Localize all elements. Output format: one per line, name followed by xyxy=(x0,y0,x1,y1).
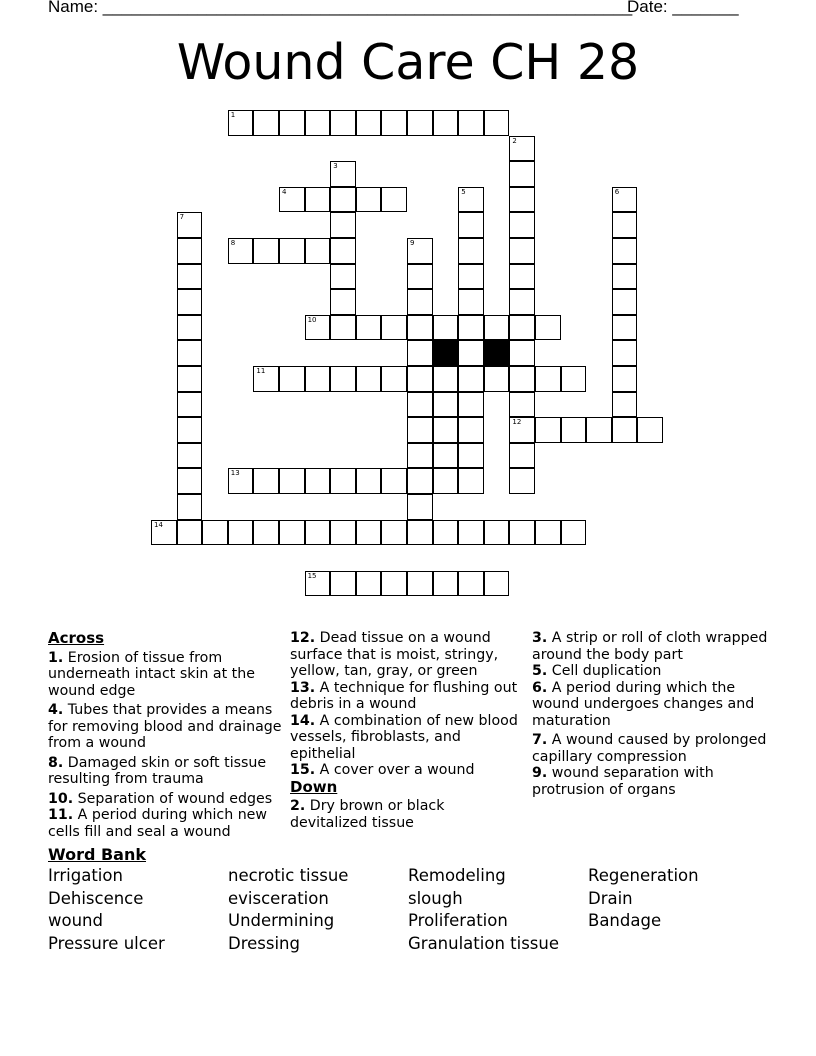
grid-cell[interactable] xyxy=(356,468,382,494)
grid-cell[interactable] xyxy=(535,366,561,392)
grid-cell[interactable] xyxy=(458,264,484,290)
grid-cell[interactable] xyxy=(305,110,331,136)
word-bank xyxy=(48,845,788,955)
grid-cell[interactable] xyxy=(612,366,638,392)
grid-cell[interactable] xyxy=(535,520,561,546)
word-bank-item: slough xyxy=(408,888,463,908)
grid-cell[interactable] xyxy=(177,392,203,418)
grid-cell[interactable] xyxy=(612,315,638,341)
grid-cell[interactable] xyxy=(484,571,510,597)
grid-cell[interactable] xyxy=(407,366,433,392)
grid-cell[interactable] xyxy=(612,238,638,264)
word-bank-item: evisceration xyxy=(228,888,329,908)
clue-number: 11 xyxy=(256,367,266,375)
grid-cell[interactable] xyxy=(305,238,331,264)
grid-cell[interactable] xyxy=(177,315,203,341)
grid-cell[interactable] xyxy=(407,494,433,520)
grid-cell[interactable] xyxy=(177,264,203,290)
grid-cell[interactable] xyxy=(279,187,305,213)
grid-cell[interactable] xyxy=(177,443,203,469)
grid-cell[interactable] xyxy=(330,520,356,546)
grid-cell[interactable] xyxy=(407,264,433,290)
grid-cell[interactable] xyxy=(535,417,561,443)
name-field[interactable]: Name: ________________________________________________________ xyxy=(48,0,633,16)
black-cell xyxy=(433,340,459,366)
grid-cell[interactable] xyxy=(356,187,382,213)
grid-cell[interactable] xyxy=(330,110,356,136)
grid-cell[interactable] xyxy=(433,443,459,469)
grid-cell[interactable] xyxy=(407,289,433,315)
grid-cell[interactable] xyxy=(330,187,356,213)
grid-cell[interactable] xyxy=(407,110,433,136)
grid-cell[interactable] xyxy=(177,366,203,392)
grid-cell[interactable] xyxy=(407,392,433,418)
word-bank-item: Proliferation xyxy=(408,911,508,931)
clue-across-13: 13. A technique for flushing out debris in a wound xyxy=(290,679,518,712)
grid-cell[interactable] xyxy=(509,212,535,238)
clue-across-8: 8. Damaged skin or soft tissue resulting from trauma xyxy=(48,754,267,787)
grid-cell[interactable] xyxy=(381,110,407,136)
grid-cell[interactable] xyxy=(305,571,331,597)
grid-cell[interactable] xyxy=(356,571,382,597)
grid-cell[interactable] xyxy=(330,238,356,264)
grid-cell[interactable] xyxy=(586,417,612,443)
grid-cell[interactable] xyxy=(433,520,459,546)
grid-cell[interactable] xyxy=(484,520,510,546)
clue-number: 6 xyxy=(614,187,620,196)
word-bank-item xyxy=(588,933,768,956)
grid-cell[interactable] xyxy=(407,315,433,341)
word-bank-item: Remodeling xyxy=(408,866,506,885)
grid-cell[interactable] xyxy=(356,520,382,546)
grid-cell[interactable] xyxy=(561,417,587,443)
clue-down-5: 5. Cell duplication xyxy=(532,663,662,679)
grid-cell[interactable] xyxy=(381,187,407,213)
grid-cell[interactable] xyxy=(509,392,535,418)
grid-cell[interactable] xyxy=(177,212,203,238)
down-heading: Down xyxy=(290,777,338,796)
clue-down-3: 3. A strip or roll of cloth wrapped around the body part xyxy=(532,630,768,663)
clue-down-6: 6. A period during which the wound undergoes changes and maturation xyxy=(532,679,755,729)
clue-number: 1 xyxy=(230,111,236,119)
clue-across-14: 14. A combination of new blood vessels, fibroblasts, and epithelial xyxy=(290,712,518,762)
word-bank-item: Granulation tissue xyxy=(408,933,559,953)
word-bank-item: Drain xyxy=(588,888,633,908)
grid-cell[interactable] xyxy=(484,315,510,341)
grid-cell[interactable] xyxy=(407,417,433,443)
grid-cell[interactable] xyxy=(433,315,459,341)
grid-cell[interactable] xyxy=(509,289,535,315)
grid-cell[interactable] xyxy=(330,289,356,315)
grid-cell[interactable] xyxy=(433,417,459,443)
grid-cell[interactable] xyxy=(458,187,484,213)
grid-cell[interactable] xyxy=(458,392,484,418)
clue-down-7: 7. A wound caused by prolonged capillary compression xyxy=(532,732,767,765)
grid-cell[interactable] xyxy=(330,366,356,392)
grid-cell[interactable] xyxy=(305,366,331,392)
word-bank-item: wound xyxy=(48,911,103,931)
grid-cell[interactable] xyxy=(228,468,254,494)
grid-cell[interactable] xyxy=(637,417,663,443)
grid-cell[interactable] xyxy=(228,110,254,136)
grid-cell[interactable] xyxy=(458,340,484,366)
date-field[interactable]: Date: _______ xyxy=(627,0,739,16)
clue-down-2: 2. Dry brown or black devitalized tissue xyxy=(290,798,445,831)
grid-cell[interactable] xyxy=(356,110,382,136)
grid-cell[interactable] xyxy=(458,468,484,494)
grid-cell[interactable] xyxy=(458,315,484,341)
word-bank-item: Undermining xyxy=(228,911,335,931)
grid-cell[interactable] xyxy=(561,520,587,546)
grid-cell[interactable] xyxy=(228,238,254,264)
black-cell xyxy=(484,340,510,366)
clue-number: 14 xyxy=(154,520,163,529)
page-title: Wound Care CH 28 xyxy=(176,34,640,91)
grid-cell[interactable] xyxy=(509,161,535,187)
grid-cell[interactable] xyxy=(279,520,305,546)
grid-cell[interactable] xyxy=(407,571,433,597)
grid-cell[interactable] xyxy=(433,366,459,392)
grid-cell[interactable] xyxy=(612,212,638,238)
grid-cell[interactable] xyxy=(253,468,279,494)
grid-cell[interactable] xyxy=(458,520,484,546)
grid-cell[interactable] xyxy=(381,520,407,546)
word-bank-item: Dressing xyxy=(228,933,300,953)
clue-number: 10 xyxy=(307,315,317,324)
across-heading: Across xyxy=(48,629,105,647)
grid-cell[interactable] xyxy=(253,366,279,392)
grid-cell[interactable] xyxy=(509,136,535,162)
grid-cell[interactable] xyxy=(509,315,535,341)
clue-down-9: 9. wound separation with protrusion of organs xyxy=(532,765,714,798)
clue-across-15: 15. A cover over a wound xyxy=(290,762,475,778)
grid-cell[interactable] xyxy=(330,161,356,187)
grid-cell[interactable] xyxy=(407,238,433,264)
grid-cell[interactable] xyxy=(177,520,203,546)
clue-across-12: 12. Dead tissue on a wound surface that is moist, stringy, yellow, tan, gray, or green xyxy=(290,630,499,679)
grid-cell[interactable] xyxy=(253,238,279,264)
grid-cell[interactable] xyxy=(177,238,203,264)
grid-cell[interactable] xyxy=(330,468,356,494)
word-bank-heading: Word Bank xyxy=(48,845,147,864)
grid-cell[interactable] xyxy=(279,366,305,392)
grid-cell[interactable] xyxy=(509,366,535,392)
grid-cell[interactable] xyxy=(407,520,433,546)
word-bank-item: Bandage xyxy=(588,911,662,931)
clue-number: 5 xyxy=(461,187,466,196)
grid-cell[interactable] xyxy=(151,520,177,546)
word-bank-item: Regeneration xyxy=(588,866,699,885)
grid-cell[interactable] xyxy=(612,392,638,418)
grid-cell[interactable] xyxy=(458,289,484,315)
grid-cell[interactable] xyxy=(458,443,484,469)
grid-cell[interactable] xyxy=(381,468,407,494)
word-bank-item: Dehiscence xyxy=(48,888,144,908)
clue-across-10: 10. Separation of wound edges xyxy=(48,790,273,807)
clue-across-11: 11. A period during which new cells fill and seal a wound xyxy=(48,807,268,840)
grid-cell[interactable] xyxy=(381,366,407,392)
grid-cell[interactable] xyxy=(509,443,535,469)
grid-cell[interactable] xyxy=(612,187,638,213)
grid-cell[interactable] xyxy=(407,340,433,366)
grid-cell[interactable] xyxy=(458,417,484,443)
grid-cell[interactable] xyxy=(509,264,535,290)
clue-number: 4 xyxy=(282,187,287,196)
grid-cell[interactable] xyxy=(458,212,484,238)
grid-cell[interactable] xyxy=(228,520,254,546)
clue-number: 2 xyxy=(512,136,517,145)
clue-number: 15 xyxy=(307,571,317,580)
grid-cell[interactable] xyxy=(330,264,356,290)
grid-cell[interactable] xyxy=(279,110,305,136)
grid-cell[interactable] xyxy=(509,340,535,366)
grid-cell[interactable] xyxy=(407,468,433,494)
clue-number: 7 xyxy=(179,213,185,222)
grid-cell[interactable] xyxy=(407,443,433,469)
grid-cell[interactable] xyxy=(509,187,535,213)
grid-cell[interactable] xyxy=(535,315,561,341)
grid-cell[interactable] xyxy=(484,110,510,136)
clues-column-3 xyxy=(532,630,772,798)
grid-cell[interactable] xyxy=(509,468,535,494)
grid-cell[interactable] xyxy=(458,110,484,136)
grid-cell[interactable] xyxy=(177,289,203,315)
word-bank-item: Pressure ulcer xyxy=(48,933,165,953)
word-bank-item: necrotic tissue xyxy=(228,866,349,885)
grid-cell[interactable] xyxy=(381,315,407,341)
grid-cell[interactable] xyxy=(509,238,535,264)
grid-cell[interactable] xyxy=(509,520,535,546)
grid-cell[interactable] xyxy=(330,212,356,238)
clue-number: 9 xyxy=(410,239,415,247)
grid-cell[interactable] xyxy=(305,187,331,213)
word-bank-list xyxy=(48,865,788,955)
grid-cell[interactable] xyxy=(330,315,356,341)
clue-number: 3 xyxy=(333,162,338,171)
grid-cell[interactable] xyxy=(356,366,382,392)
grid-cell[interactable] xyxy=(356,315,382,341)
grid-cell[interactable] xyxy=(279,238,305,264)
grid-cell[interactable] xyxy=(458,571,484,597)
grid-cell[interactable] xyxy=(433,468,459,494)
grid-cell[interactable] xyxy=(202,520,228,546)
grid-cell[interactable] xyxy=(509,417,535,443)
clues-column-2 xyxy=(290,630,520,831)
grid-cell[interactable] xyxy=(484,366,510,392)
clue-across-4: 4. Tubes that provides a means for removing blood and drainage from a wound xyxy=(48,702,282,751)
word-bank-item: Irrigation xyxy=(48,866,123,885)
grid-cell[interactable] xyxy=(177,494,203,520)
grid-cell[interactable] xyxy=(177,468,203,494)
grid-cell[interactable] xyxy=(458,238,484,264)
grid-cell[interactable] xyxy=(458,366,484,392)
grid-cell[interactable] xyxy=(561,366,587,392)
grid-cell[interactable] xyxy=(305,468,331,494)
grid-cell[interactable] xyxy=(433,110,459,136)
clue-number: 8 xyxy=(230,239,236,247)
grid-cell[interactable] xyxy=(381,571,407,597)
grid-cell[interactable] xyxy=(612,340,638,366)
grid-cell[interactable] xyxy=(612,264,638,290)
clue-number: 13 xyxy=(230,469,240,478)
grid-cell[interactable] xyxy=(330,571,356,597)
grid-cell[interactable] xyxy=(305,315,331,341)
clue-number: 12 xyxy=(512,418,522,427)
clues-column-1 xyxy=(48,630,283,840)
grid-cell[interactable] xyxy=(177,417,203,443)
grid-cell[interactable] xyxy=(305,520,331,546)
grid-cell[interactable] xyxy=(612,289,638,315)
grid-cell[interactable] xyxy=(253,520,279,546)
grid-cell[interactable] xyxy=(279,468,305,494)
grid-cell[interactable] xyxy=(612,417,638,443)
clue-across-1: 1. Erosion of tissue from underneath intact skin at the wound edge xyxy=(48,649,255,699)
grid-cell[interactable] xyxy=(177,340,203,366)
grid-cell[interactable] xyxy=(433,392,459,418)
grid-cell[interactable] xyxy=(253,110,279,136)
grid-cell[interactable] xyxy=(433,571,459,597)
